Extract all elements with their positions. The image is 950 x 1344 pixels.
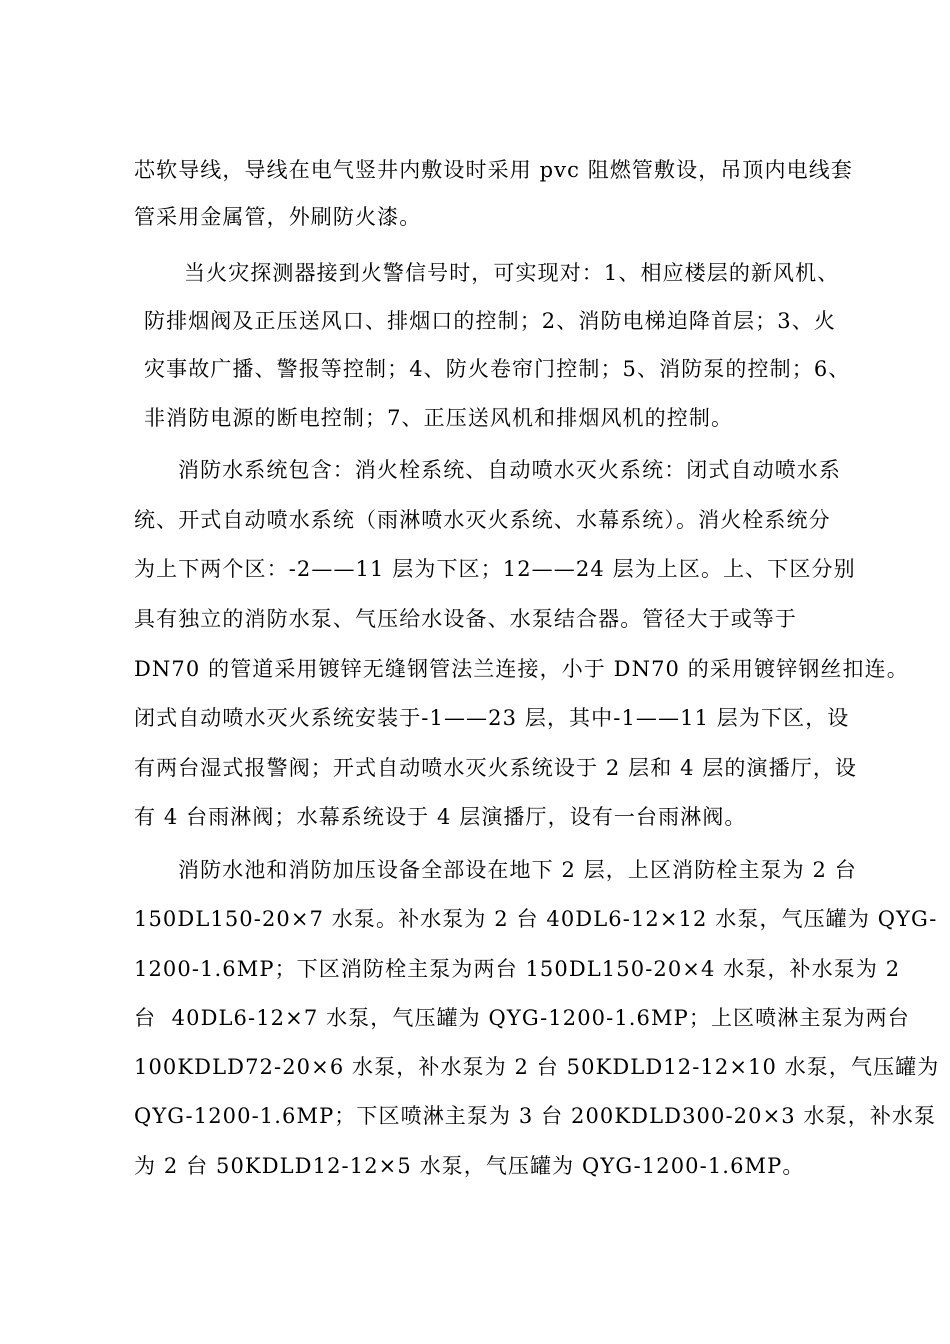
text-line: 1200-1.6MP；下区消防栓主泵为两台 150DL150-20×4 水泵，补水泵为 2 [134, 957, 901, 981]
text-line: 芯软导线，导线在电气竖井内敷设时采用 pvc 阻燃管敷设，吊顶内电线套 [134, 158, 853, 182]
text-line: 150DL150-20×7 水泵。补水泵为 2 台 40DL6-12×12 水泵，气压罐为 QYG- [134, 907, 938, 931]
text-line: 消防水系统包含：消火栓系统、自动喷水灭火系统：闭式自动喷水系 [178, 458, 841, 482]
text-line: 防排烟阀及正压送风口、排烟口的控制；2、消防电梯迫降首层；3、火 [144, 309, 836, 333]
text-line: 有两台湿式报警阀；开式自动喷水灭火系统设于 2 层和 4 层的演播厅，设 [134, 756, 858, 780]
text-line: DN70 的管道采用镀锌无缝钢管法兰连接，小于 DN70 的采用镀锌钢丝扣连。 [134, 657, 909, 681]
text-line: 管采用金属管，外刷防火漆。 [134, 205, 422, 229]
text-line: 非消防电源的断电控制；7、正压送风机和排烟风机的控制。 [144, 406, 734, 430]
text-line: 消防水池和消防加压设备全部设在地下 2 层，上区消防栓主泵为 2 台 [178, 858, 857, 882]
text-line: 统、开式自动喷水系统（雨淋喷水灭火系统、水幕系统）。消火栓系统分 [134, 508, 831, 532]
text-line: 为上下两个区：-2——11 层为下区；12——24 层为上区。上、下区分别 [134, 557, 856, 581]
text-line: 为 2 台 50KDLD12-12×5 水泵，气压罐为 QYG-1200-1.6MP。 [134, 1154, 805, 1178]
text-line: 闭式自动喷水灭火系统安装于-1——23 层，其中-1——11 层为下区，设 [134, 706, 850, 730]
text-line: 100KDLD72-20×6 水泵，补水泵为 2 台 50KDLD12-12×10 水泵，气压罐为 [134, 1055, 940, 1079]
text-line: 台 40DL6-12×7 水泵，气压罐为 QYG-1200-1.6MP；上区喷淋主泵为两台 [134, 1006, 910, 1030]
text-line: 当火灾探测器接到火警信号时，可实现对：1、相应楼层的新风机、 [184, 261, 840, 285]
text-line: QYG-1200-1.6MP；下区喷淋主泵为 3 台 200KDLD300-20×3 水泵，补水泵 [134, 1104, 937, 1128]
text-line: 有 4 台雨淋阀；水幕系统设于 4 层演播厅，设有一台雨淋阀。 [134, 805, 747, 829]
text-line: 具有独立的消防水泵、气压给水设备、水泵结合器。管径大于或等于 [134, 607, 797, 631]
text-line: 灾事故广播、警报等控制；4、防火卷帘门控制；5、消防泵的控制；6、 [144, 357, 851, 381]
